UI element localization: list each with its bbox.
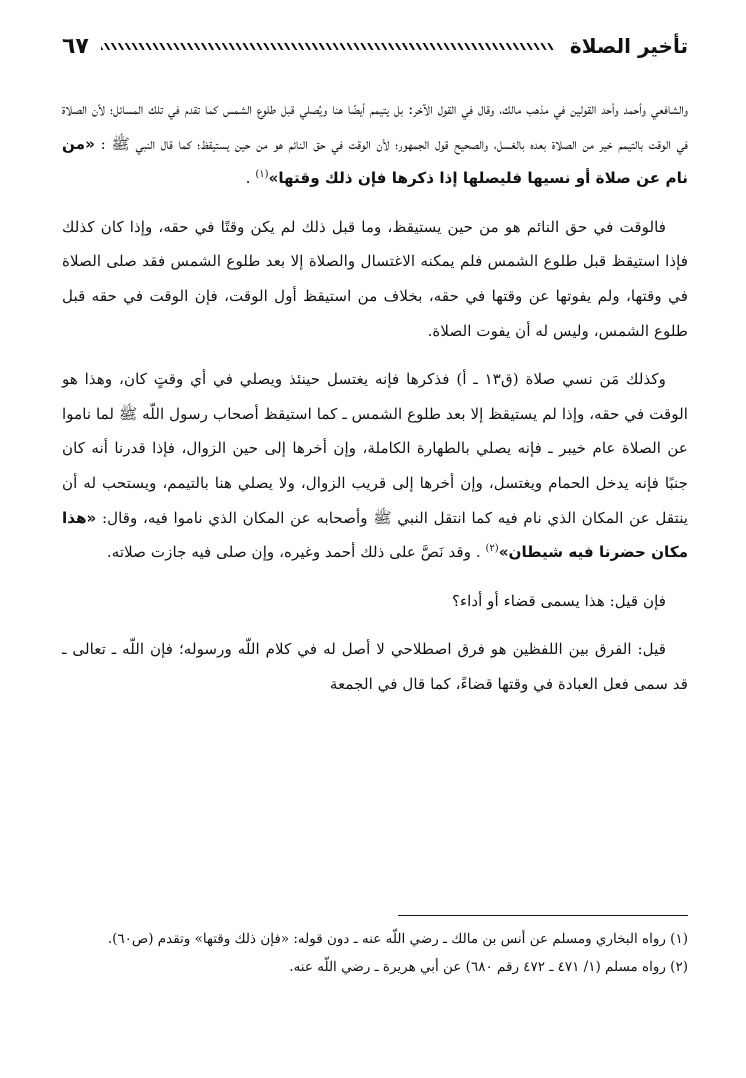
footnotes [62,925,688,981]
hadith-quote-2: «هذا مكان حضرنا فيه شيطان» [62,508,688,562]
paragraph-5: قيل: الفرق بين اللفظين هو فرق اصطلاحي لا أصل له في كلام اللّه ورسوله؛ فإن اللّه ـ تعالى ـ قد سمى فعل العبادة في وقتها قضاءً، كما قال في الجمعة [62,640,688,693]
paragraph-2: فالوقت في حق النائم هو من حين يستيقظ، وما قبل ذلك لم يكن وقتًا في حقه، وإذا كان كذلك فإذا استيقظ قبل طلوع الشمس فلم يمكنه الاغتسال والصلاة إلا بعد طلوع الشمس فقد صلى الصلاة في وقتها، ولم يفوتها عن وقتها في حقه، بخلاف من استيقظ أول الوقت، فإن الوقت في حقه قبل طلوع الشمس، وليس له أن يفوت الصلاة. [62,217,688,340]
paragraph-3-end: . وقد نَصَّ على ذلك أحمد وغيره، وإن صلى فيه جازت صلاته. [106,543,486,562]
page-header [62,30,688,62]
hadith-quote-1: «من نام عن صلاة أو نسيها فليصلها إذا ذكرها فإن ذلك وقتها» [62,134,688,188]
footnote-1: (١) رواه البخاري ومسلم عن أنس بن مالك ـ رضي اللّه عنه ـ دون قوله: «فإن ذلك وقتها» وتقدم (ص٦٠). [107,931,688,947]
paragraph-1-text: والشافعي وأحمد وأحد القولين في مذهب مالك، وقال في القول الآخر: بل يتيمم أيضًا هنا ويُصلي قبل طلوع الشمس كما تقدم في تلك المسائل؛ لأن الصلاة في الوقت بالتيمم خير من الصلاة بعده بالغسل، والصحيح قول الجمهور؛ لأن الوقت في حق النائم هو من حين يستيقظ؛ كما قال النبي ﷺ : [62,100,688,153]
footnote-2: (٢) رواه مسلم (١/ ٤٧١ ـ ٤٧٢ رقم ٦٨٠) عن أبي هريرة ـ رضي اللّه عنه. [289,959,688,975]
main-text [62,92,688,716]
footnote-rule [398,915,688,916]
page-number: ٦٧ [62,33,89,59]
paragraph-1 [62,92,688,196]
header-rule [101,43,554,50]
paragraph-1-end: . [245,169,256,188]
footnote-ref-2: (٢) [485,543,499,555]
footnote-ref-1: (١) [255,169,269,181]
paragraph-4: فإن قيل: هذا يسمى قضاء أو أداء؟ [451,591,666,610]
paragraph-3-text: وكذلك مَن نسي صلاة (ق١٣ ـ أ) فذكرها فإنه يغتسل حينئذ ويصلي في أي وقتٍ كان، وهذا هو الوقت في حقه، وإذا لم يستيقظ إلا بعد طلوع الشمس ـ كما استيقظ أصحاب رسول اللّه ﷺ لما ناموا عن الصلاة عام خيبر ـ فإنه يصلي بالطهارة الكاملة، وإن أخرها إلى حين الزوال، فإذا قدرنا أنه كان جنبًا فإنه يدخل الحمام ويغتسل، وإن أخرها إلى قريب الزوال، ولا يصلي هنا بالتيمم، ويستحب له أن ينتقل عن المكان الذي نام فيه كما انتقل النبي ﷺ وأصحابه عن المكان الذي ناموا فيه، وقال: [62,370,688,527]
paragraph-3 [62,362,688,570]
running-title: تأخير الصلاة [569,34,688,58]
